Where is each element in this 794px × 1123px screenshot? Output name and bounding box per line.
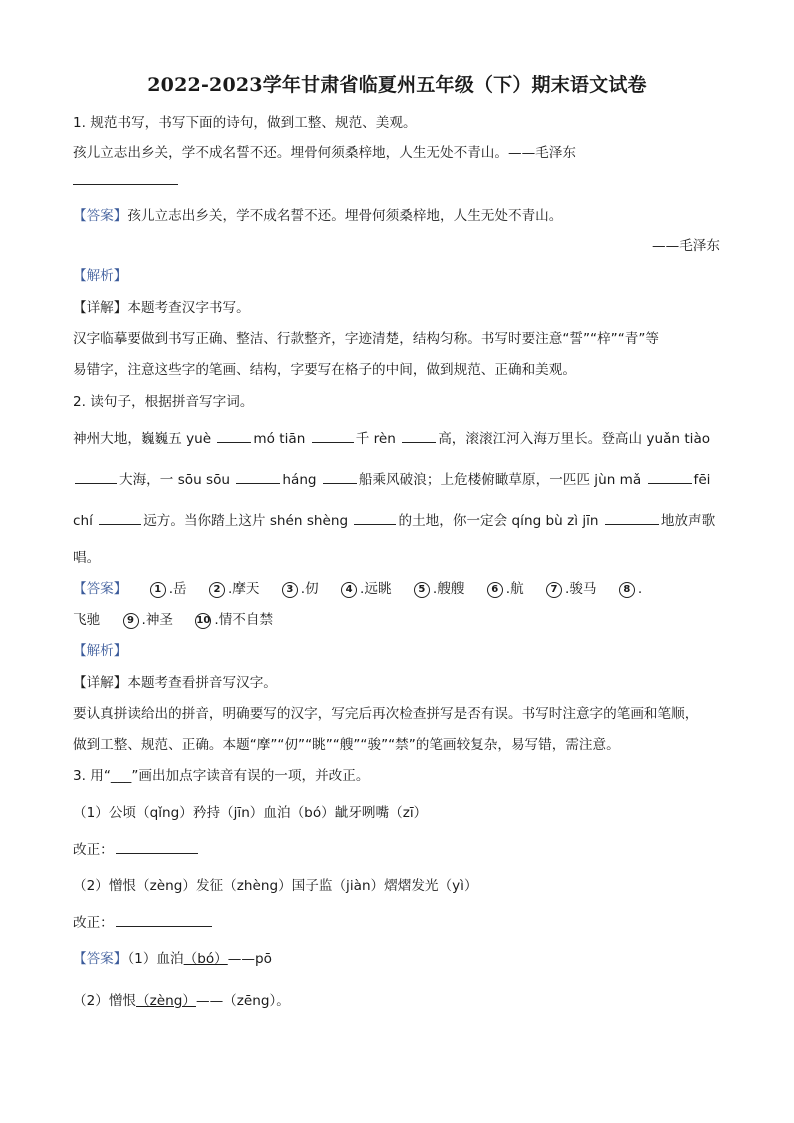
q1-detail-2: 汉字临摹要做到书写正确、整洁、行款整齐，字迹清楚，结构匀称。书写时要注意“誓”“梓”“青”等 — [73, 331, 660, 347]
q3-fix-1: 改正： — [73, 838, 200, 858]
q2-answers-line-1 — [73, 577, 642, 598]
fill-blank[interactable] — [312, 428, 354, 443]
detail-label: 【详解】 — [73, 300, 128, 316]
q2-sentence-line-4: 唱。 — [73, 550, 101, 566]
q1-answer-author: ——毛泽东 — [652, 238, 720, 254]
q2-answers-line-2: 飞驰 9 .神圣 10 .情不自禁 — [73, 612, 274, 628]
q1-answer — [73, 204, 562, 224]
fill-blank[interactable] — [323, 469, 357, 484]
detail-label: 【详解】 — [73, 675, 128, 691]
answer-item: 7 .骏马 — [546, 581, 597, 597]
q2-sentence-line-2: 大海，一 sōu sōu háng 船乘风破浪；上危楼俯瞰草原，一匹匹 jùn mǎ fēi — [73, 468, 710, 488]
answer-item: 10 .情不自禁 — [196, 612, 274, 628]
answer-label: 【答案】 — [73, 581, 128, 597]
q3-item-1: （1）公顷（qǐng）矜持（jīn）血泊（bó）龇牙咧嘴（zī） — [73, 805, 428, 821]
fill-blank[interactable] — [75, 469, 117, 484]
q1-answer-blank — [73, 184, 178, 185]
answer-item: 5 .艘艘 — [414, 581, 465, 597]
answer-item: 2 .摩天 — [209, 581, 260, 597]
q1-detail: 【详解】本题考查汉字书写。 — [73, 300, 250, 316]
q1-answer-text: 孩儿立志出乡关，学不成名誓不还。埋骨何须桑梓地，人生无处不青山。 — [127, 208, 563, 224]
q3-answer-1: 【答案】（1）血泊（bó）——pō — [73, 951, 272, 967]
fill-blank[interactable] — [354, 510, 396, 525]
fill-blank[interactable] — [116, 839, 198, 854]
q3-answer-2: （2）憎恨（zèng）——（zēng）。 — [73, 993, 290, 1009]
answer-item: 8 . — [619, 581, 642, 597]
q2-detail-3: 做到工整、规范、正确。本题“摩”“仞”“眺”“艘”“骏”“禁”的笔画较复杂，易写错，需注意。 — [73, 737, 620, 753]
q3-item-2: （2）憎恨（zèng）发征（zhèng）国子监（jiàn）熠熠发光（yì） — [73, 878, 478, 894]
answer-item: 3 .仞 — [282, 581, 319, 597]
page-title: 2022-2023学年甘肃省临夏州五年级（下）期末语文试卷 — [147, 74, 647, 96]
fill-blank[interactable] — [116, 912, 212, 927]
q2-detail-2: 要认真拼读给出的拼音，明确要写的汉字，写完后再次检查拼写是否有误。书写时注意字的笔画和笔顺， — [73, 706, 699, 722]
analysis-label: 【解析】 — [73, 643, 128, 659]
fill-blank[interactable] — [648, 469, 692, 484]
answer-label: 【答案】 — [73, 208, 128, 224]
fill-blank[interactable] — [236, 469, 280, 484]
q3-prompt: 3. 用“___”画出加点字读音有误的一项，并改正。 — [73, 768, 370, 784]
answer-item: 1 .岳 — [150, 581, 187, 597]
analysis-label: 【解析】 — [73, 268, 128, 284]
answer-label: 【答案】 — [73, 951, 128, 967]
q1-prompt: 1. 规范书写，书写下面的诗句，做到工整、规范、美观。 — [73, 115, 417, 131]
q3-fix-2: 改正： — [73, 911, 214, 931]
answer-item: 6 .航 — [487, 581, 524, 597]
q2-prompt: 2. 读句子，根据拼音写字词。 — [73, 394, 254, 410]
q1-poem: 孩儿立志出乡关，学不成名誓不还。埋骨何须桑梓地，人生无处不青山。——毛泽东 — [73, 145, 576, 161]
fill-blank[interactable] — [605, 510, 659, 525]
fill-blank[interactable] — [99, 510, 141, 525]
answer-item: 4 .远眺 — [341, 581, 392, 597]
q2-detail: 【详解】本题考查看拼音写汉字。 — [73, 675, 277, 691]
fill-blank[interactable] — [217, 428, 251, 443]
answer-item: 9 .神圣 — [123, 612, 174, 628]
q2-sentence-line-1: 神州大地，巍巍五 yuè mó tiān 千 rèn 高，滚滚江河入海万里长。登高山 yuǎn tiào — [73, 427, 710, 447]
q1-detail-3: 易错字，注意这些字的笔画、结构，字要写在格子的中间，做到规范、正确和美观。 — [73, 362, 576, 378]
fill-blank[interactable] — [402, 428, 436, 443]
q2-sentence-line-3: chí 远方。当你踏上这片 shén shèng 的土地，你一定会 qíng bù zì jīn 地放声歌 — [73, 509, 715, 529]
